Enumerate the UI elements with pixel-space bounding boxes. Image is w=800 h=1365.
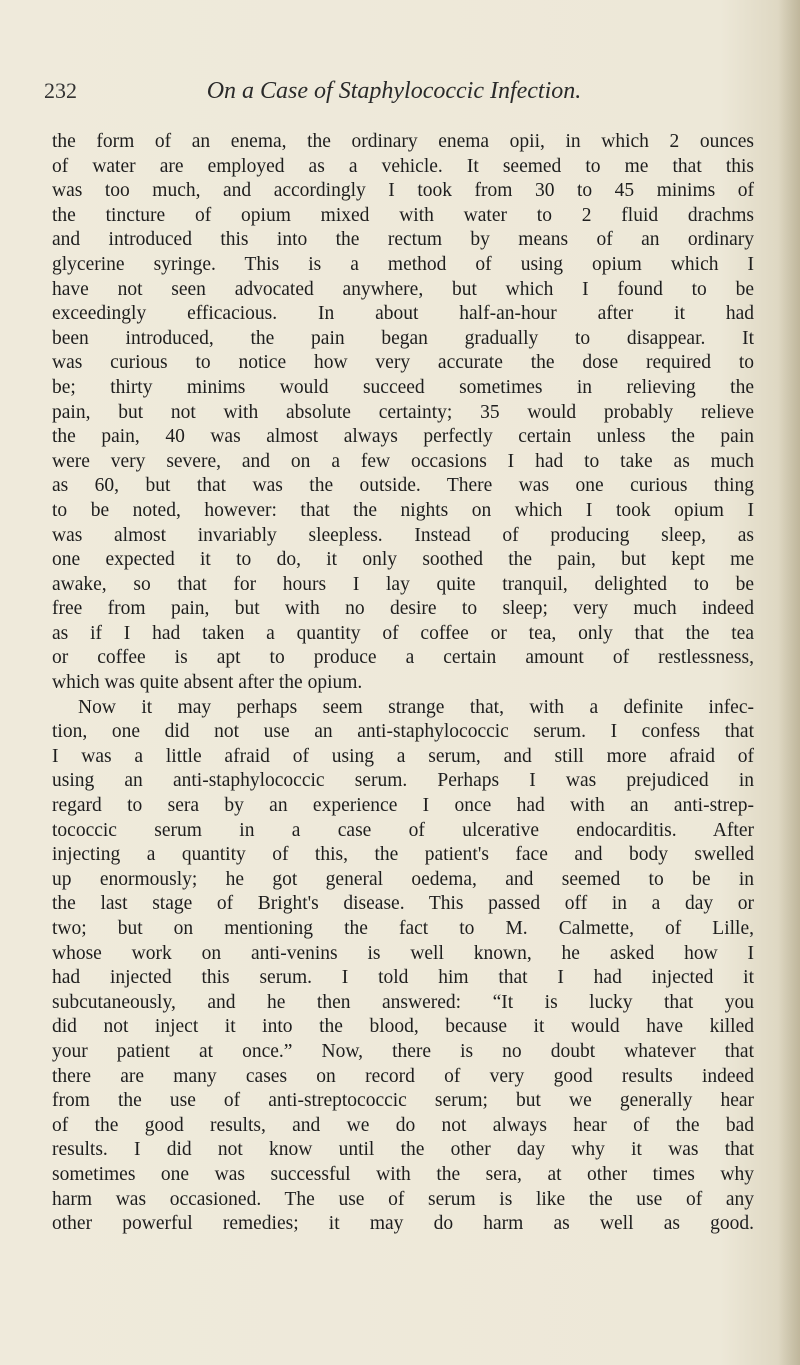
text-line: the pain, 40 was almost always perfectly certain unless the pain xyxy=(52,426,754,448)
text-line: your patient at once.” Now, there is no doubt whatever that xyxy=(52,1040,754,1062)
text-line: which was quite absent after the opium. xyxy=(52,672,363,694)
text-line: from the use of anti-streptococcic serum; but we generally hear xyxy=(52,1090,754,1112)
text-line: was too much, and accordingly I took from 30 to 45 minims of xyxy=(52,180,754,202)
text-line: tion, one did not use an anti-staphylococcic serum. I confess that xyxy=(52,721,754,743)
text-line: I was a little afraid of using a serum, and still more afraid of xyxy=(52,745,754,767)
text-line: other powerful remedies; it may do harm as well as good. xyxy=(52,1213,754,1235)
text-line: had injected this serum. I told him that I had injected it xyxy=(52,967,754,989)
text-line: two; but on mentioning the fact to M. Calmette, of Lille, xyxy=(52,918,754,939)
page-number: 232 xyxy=(44,78,77,103)
text-line: were very severe, and on a few occasions I had to take as much xyxy=(52,450,754,472)
running-head xyxy=(44,78,744,110)
text-line: was almost invariably sleepless. Instead of producing sleep, as xyxy=(52,524,754,546)
text-line: there are many cases on record of very good results indeed xyxy=(52,1065,754,1087)
page-edge-shadow xyxy=(778,0,800,1365)
text-line: the form of an enema, the ordinary enema opii, in which 2 ounces xyxy=(52,131,754,152)
text-line: and introduced this into the rectum by means of an ordinary xyxy=(52,229,754,251)
paragraph-start-line: Now it may perhaps seem strange that, with a definite infec- xyxy=(78,696,754,718)
text-line: sometimes one was successful with the sera, at other times why xyxy=(52,1163,754,1185)
text-line: using an anti-staphylococcic serum. Perhaps I was prejudiced in xyxy=(52,770,754,792)
text-line: pain, but not with absolute certainty; 35 would probably relieve xyxy=(52,401,754,423)
text-line: one expected it to do, it only soothed the pain, but kept me xyxy=(52,549,754,571)
text-line: or coffee is apt to produce a certain amount of restlessness, xyxy=(52,647,754,669)
text-line: up enormously; he got general oedema, and seemed to be in xyxy=(52,868,754,890)
text-line: been introduced, the pain began gradually to disappear. It xyxy=(52,327,754,349)
text-line: exceedingly efficacious. In about half-an-hour after it had xyxy=(52,303,754,325)
body-text xyxy=(52,130,754,1237)
text-line: whose work on anti-venins is well known, he asked how I xyxy=(52,942,754,964)
text-line: awake, so that for hours I lay quite tranquil, delighted to be xyxy=(52,573,754,595)
text-line: of the good results, and we do not always hear of the bad xyxy=(52,1114,754,1136)
text-line: free from pain, but with no desire to sleep; very much indeed xyxy=(52,598,754,620)
running-title: On a Case of Staphylococcic Infection. xyxy=(206,78,582,104)
text-line: did not inject it into the blood, because it would have killed xyxy=(52,1016,754,1038)
text-line: results. I did not know until the other day why it was that xyxy=(52,1139,754,1161)
text-line: the tincture of opium mixed with water to 2 fluid drachms xyxy=(52,204,754,226)
text-line: as if I had taken a quantity of coffee or tea, only that the tea xyxy=(52,622,754,644)
text-line: as 60, but that was the outside. There was one curious thing xyxy=(52,475,754,497)
text-line: be; thirty minims would succeed sometimes in relieving the xyxy=(52,376,754,398)
text-line: was curious to notice how very accurate the dose required to xyxy=(52,352,754,374)
text-line: have not seen advocated anywhere, but which I found to be xyxy=(52,278,754,300)
text-line: of water are employed as a vehicle. It seemed to me that this xyxy=(52,155,754,177)
text-line: the last stage of Bright's disease. This passed off in a day or xyxy=(52,893,754,915)
text-line: glycerine syringe. This is a method of using opium which I xyxy=(52,253,754,275)
text-line: injecting a quantity of this, the patient's face and body swelled xyxy=(52,844,754,866)
text-line: to be noted, however: that the nights on which I took opium I xyxy=(52,499,754,521)
text-line: tococcic serum in a case of ulcerative endocarditis. After xyxy=(52,819,754,841)
text-line: subcutaneously, and he then answered: “It is lucky that you xyxy=(52,991,754,1013)
text-line: harm was occasioned. The use of serum is like the use of any xyxy=(52,1188,754,1210)
text-line: regard to sera by an experience I once had with an anti-strep- xyxy=(52,795,754,817)
